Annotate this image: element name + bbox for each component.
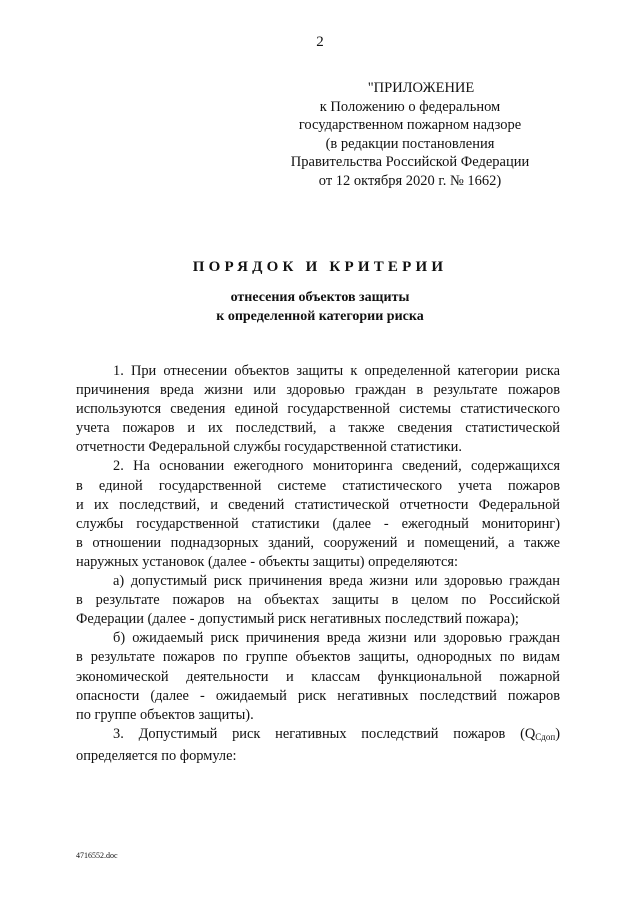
appendix-line: (в редакции постановления <box>325 135 495 152</box>
paragraph-2-line: службы государственной статистики (далее - ежегодный мониторинг) <box>76 515 560 532</box>
paragraph-2-line: 2. На основании ежегодного мониторинга сведений, содержащихся <box>113 458 560 475</box>
paragraph-2-line: наружных установок (далее - объекты защиты) определяются: <box>76 553 458 570</box>
paragraph-1-line: используются сведения единой государственной системы статистического <box>76 401 560 418</box>
document-body <box>76 362 560 766</box>
paragraph-1-line: 1. При отнесении объектов защиты к определенной категории риска <box>113 363 560 379</box>
item-b-line: в результате пожаров по группе объектов защиты, однородных по видам <box>76 649 560 666</box>
page-number: 2 <box>316 34 324 50</box>
item-a-line: а) допустимый риск причинения вреда жизни или здоровью граждан <box>113 573 560 590</box>
item-b-line: опасности (далее - ожидаемый риск негативных последствий пожаров <box>76 687 560 704</box>
paragraph-2-line: и их последствий, и сведений статистической отчетности Федеральной <box>76 496 560 513</box>
subtitle-line: к определенной категории риска <box>216 308 424 324</box>
subtitle-line: отнесения объектов защиты <box>230 290 410 305</box>
paragraph-1-line: учета пожаров и их последствий, а также сведения статистической <box>76 420 560 437</box>
item-a-line: Федерации (далее - допустимый риск негативных последствий пожара); <box>76 611 519 628</box>
file-name-footer: 4716552.doc <box>76 851 118 860</box>
paragraph-2-line: в единой государственной системе статистического учета пожаров <box>76 477 560 494</box>
appendix-line: государственном пожарном надзоре <box>298 117 522 134</box>
item-b-line: экономической деятельности и классам функциональной пожарной <box>76 668 560 685</box>
formula-subscript: Сдоп <box>535 731 556 742</box>
document-title: ПОРЯДОК И КРИТЕРИИ <box>192 259 448 275</box>
paragraph-3-text: 3. Допустимый риск негативных последствий пожаров (Q <box>113 725 536 742</box>
paragraph-3-line <box>76 725 560 747</box>
paragraph-3-line: определяется по формуле: <box>76 747 237 764</box>
item-b-line: по группе объектов защиты). <box>76 706 254 723</box>
paragraph-1-line: причинения вреда жизни или здоровью граждан в результате пожаров <box>76 382 560 399</box>
appendix-title: "ПРИЛОЖЕНИЕ <box>367 80 475 96</box>
item-b-line: б) ожидаемый риск причинения вреда жизни или здоровью граждан <box>113 630 560 647</box>
appendix-line: от 12 октября 2020 г. № 1662) <box>318 172 502 189</box>
appendix-line: Правительства Российской Федерации <box>290 154 530 171</box>
document-subtitle <box>0 289 640 326</box>
paragraph-1-line: отчетности Федеральной службы государственной статистики. <box>76 439 462 456</box>
formula-close-paren: ) <box>555 725 560 742</box>
appendix-line: к Положению о федеральном <box>319 98 501 115</box>
paragraph-2-line: в отношении поднадзорных зданий, сооружений и помещений, а также <box>76 534 560 551</box>
appendix-header <box>260 79 560 191</box>
item-a-line: в результате пожаров на объектах защиты в целом по Российской <box>76 592 560 609</box>
